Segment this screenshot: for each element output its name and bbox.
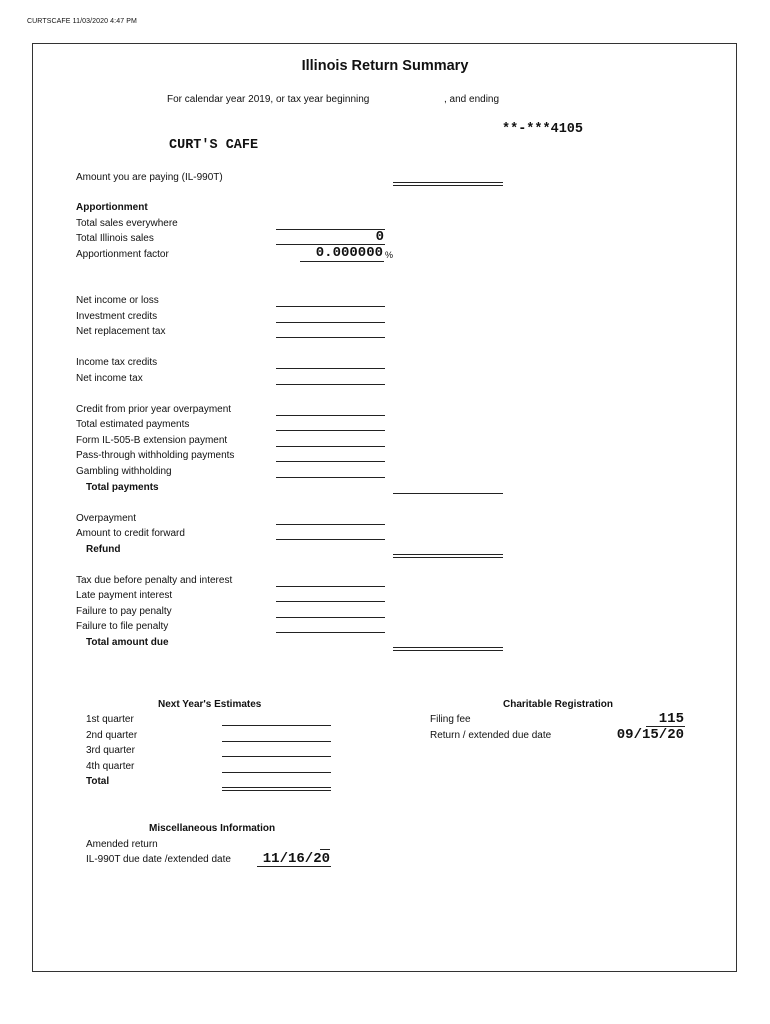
taxpayer-id: **-***4105: [502, 122, 584, 137]
page-title: Illinois Return Summary: [301, 58, 469, 74]
overpayment-label: Overpayment: [76, 513, 137, 524]
amount-paying-field: [393, 182, 503, 186]
net-income-label: Net income or loss: [76, 295, 159, 306]
income-tax-credits-field: [276, 368, 385, 369]
passthrough-withholding-field: [276, 461, 385, 462]
total-amount-due-field: [393, 647, 503, 651]
amended-return-label: Amended return: [86, 839, 158, 850]
filing-fee-value: 115: [658, 711, 684, 727]
il990t-due-date-value: 11/16/20: [262, 851, 330, 867]
percent-sign: %: [385, 250, 394, 260]
estimate-q2-label: 2nd quarter: [86, 730, 138, 741]
passthrough-withholding-label: Pass-through withholding payments: [76, 450, 235, 461]
illinois-sales-label: Total Illinois sales: [76, 233, 154, 244]
investment-credits-field: [276, 322, 385, 323]
replacement-tax-field: [276, 337, 385, 338]
prior-year-credit-field: [276, 415, 385, 416]
misc-heading: Miscellaneous Information: [149, 823, 276, 834]
refund-field: [393, 554, 503, 558]
illinois-sales-value: 0: [375, 229, 384, 245]
estimate-q3-field: [222, 756, 331, 757]
charitable-heading: Charitable Registration: [503, 699, 614, 710]
total-amount-due-label: Total amount due: [86, 637, 169, 648]
net-income-field: [276, 306, 385, 307]
apportionment-heading: Apportionment: [76, 202, 148, 213]
il990t-due-date-label: IL-990T due date /extended date: [86, 854, 231, 865]
gambling-withholding-label: Gambling withholding: [76, 466, 172, 477]
tax-period-label: For calendar year 2019, or tax year beginning: [167, 94, 370, 105]
apportionment-factor-label: Apportionment factor: [76, 249, 169, 260]
estimated-payments-field: [276, 430, 385, 431]
overpayment-field: [276, 524, 385, 525]
net-income-tax-field: [276, 384, 385, 385]
taxpayer-name: CURT'S CAFE: [169, 138, 259, 153]
estimates-total-field: [222, 787, 331, 791]
print-header-stamp: CURTSCAFE 11/03/2020 4:47 PM: [27, 18, 137, 25]
credit-forward-field: [276, 539, 385, 540]
investment-credits-label: Investment credits: [76, 311, 158, 322]
apportionment-factor-field: [300, 261, 384, 262]
filing-fee-label: Filing fee: [430, 714, 471, 725]
amount-paying-label: Amount you are paying (IL-990T): [76, 172, 223, 183]
total-sales-label: Total sales everywhere: [76, 218, 178, 229]
apportionment-factor-value: 0.000000: [315, 245, 383, 261]
replacement-tax-label: Net replacement tax: [76, 326, 166, 337]
tax-period-ending-label: , and ending: [444, 94, 500, 105]
estimated-payments-label: Total estimated payments: [76, 419, 190, 430]
prior-year-credit-label: Credit from prior year overpayment: [76, 404, 232, 415]
return-due-date-label: Return / extended due date: [430, 730, 552, 741]
refund-label: Refund: [86, 544, 121, 555]
estimate-q4-label: 4th quarter: [86, 761, 135, 772]
estimates-heading: Next Year's Estimates: [158, 699, 262, 710]
il990t-due-date-field: [257, 866, 331, 867]
net-income-tax-label: Net income tax: [76, 373, 143, 384]
late-payment-interest-label: Late payment interest: [76, 590, 173, 601]
tax-due-label: Tax due before penalty and interest: [76, 575, 233, 586]
extension-payment-label: Form IL-505-B extension payment: [76, 435, 228, 446]
gambling-withholding-field: [276, 477, 385, 478]
il990t-due-date-overline: [320, 849, 330, 850]
failure-to-file-field: [276, 632, 385, 633]
total-payments-field: [393, 493, 503, 494]
failure-to-pay-label: Failure to pay penalty: [76, 606, 172, 617]
estimate-q1-label: 1st quarter: [86, 714, 134, 725]
estimate-q1-field: [222, 725, 331, 726]
return-due-date-value: 09/15/20: [616, 727, 684, 743]
estimates-total-label: Total: [86, 776, 110, 787]
failure-to-file-label: Failure to file penalty: [76, 621, 169, 632]
estimate-q4-field: [222, 772, 331, 773]
credit-forward-label: Amount to credit forward: [76, 528, 185, 539]
failure-to-pay-field: [276, 617, 385, 618]
estimate-q2-field: [222, 741, 331, 742]
estimate-q3-label: 3rd quarter: [86, 745, 135, 756]
extension-payment-field: [276, 446, 385, 447]
tax-due-field: [276, 586, 385, 587]
income-tax-credits-label: Income tax credits: [76, 357, 158, 368]
total-payments-label: Total payments: [86, 482, 159, 493]
late-payment-interest-field: [276, 601, 385, 602]
